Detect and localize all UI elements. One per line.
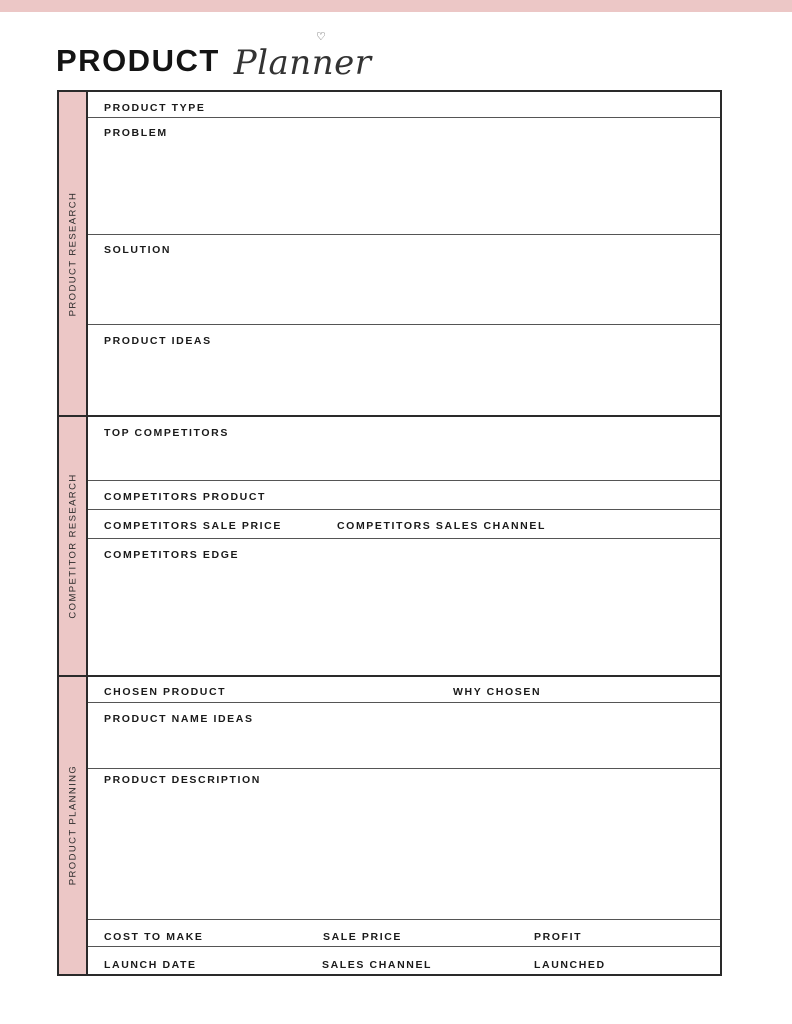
field-solution[interactable]	[88, 235, 720, 325]
section-product-planning	[59, 676, 88, 974]
field-competitors-edge[interactable]	[88, 539, 720, 675]
field-competitors-product[interactable]	[88, 481, 720, 510]
heart-icon: ♡	[316, 31, 326, 43]
top-accent-bar	[0, 0, 792, 12]
field-label-competitors-sale-price: COMPETITORS SALE PRICE	[104, 520, 282, 532]
field-label-competitors-edge: COMPETITORS EDGE	[104, 549, 240, 561]
title-main: PRODUCT	[56, 43, 220, 78]
field-launch-row[interactable]	[88, 947, 720, 974]
field-label-problem: PROBLEM	[104, 127, 168, 139]
field-label-cost-to-make: COST TO MAKE	[104, 931, 204, 943]
title-script: Planner	[233, 43, 372, 83]
field-label-launched: LAUNCHED	[534, 959, 606, 971]
field-cost-row[interactable]	[88, 920, 720, 947]
field-label-chosen-product: CHOSEN PRODUCT	[104, 686, 227, 698]
section-product-research	[59, 92, 88, 416]
field-competitors-pricing-row[interactable]	[88, 510, 720, 539]
field-label-competitors-product: COMPETITORS PRODUCT	[104, 491, 267, 503]
field-label-product-ideas: PRODUCT IDEAS	[104, 335, 212, 347]
field-label-profit: PROFIT	[534, 931, 583, 943]
field-label-product-type: PRODUCT TYPE	[104, 102, 206, 114]
section-competitor-research	[59, 416, 88, 676]
field-label-product-name-ideas: PRODUCT NAME IDEAS	[104, 713, 254, 725]
planner-frame	[57, 90, 722, 976]
field-chosen-product-row[interactable]	[88, 677, 720, 703]
field-label-top-competitors: TOP COMPETITORS	[104, 427, 229, 439]
section-label-product-research: PRODUCT RESEARCH	[67, 191, 78, 317]
field-label-product-description: PRODUCT DESCRIPTION	[104, 774, 261, 786]
section-label-competitor-research: COMPETITOR RESEARCH	[67, 473, 78, 619]
field-product-ideas[interactable]	[88, 325, 720, 415]
field-top-competitors[interactable]	[88, 417, 720, 481]
field-label-competitors-sales-channel: COMPETITORS SALES CHANNEL	[337, 520, 546, 532]
field-product-description[interactable]	[88, 769, 720, 920]
field-problem[interactable]	[88, 118, 720, 235]
field-label-launch-date: LAUNCH DATE	[104, 959, 197, 971]
field-label-why-chosen: WHY CHOSEN	[453, 686, 542, 698]
field-label-sales-channel: SALES CHANNEL	[322, 959, 433, 971]
field-label-solution: SOLUTION	[104, 244, 172, 256]
field-product-name-ideas[interactable]	[88, 703, 720, 769]
field-product-type[interactable]	[88, 92, 720, 118]
field-label-sale-price: SALE PRICE	[323, 931, 403, 943]
section-label-product-planning: PRODUCT PLANNING	[67, 764, 78, 886]
